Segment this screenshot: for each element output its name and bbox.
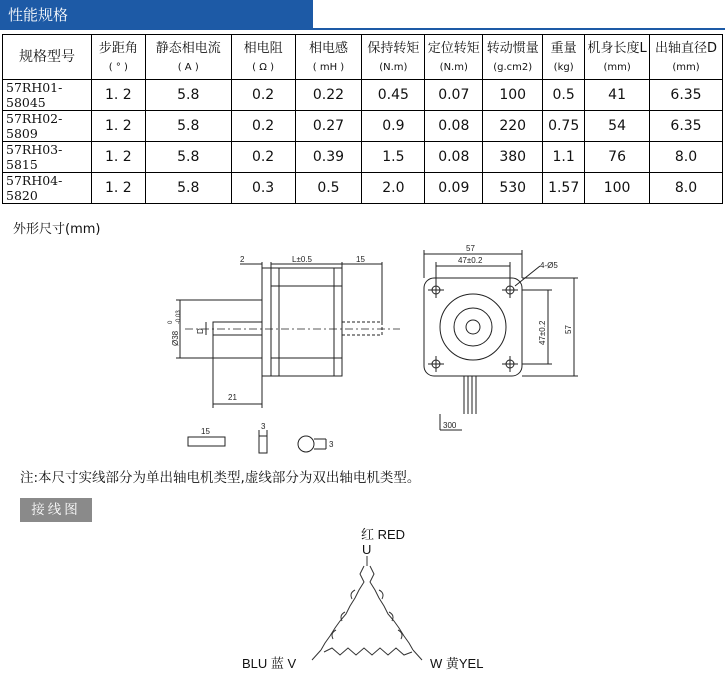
cell-model: 57RH04-5820: [3, 173, 92, 204]
table-cell: 0.75: [543, 111, 585, 142]
col-header: 出轴直径D (mm): [650, 35, 723, 80]
table-cell: 1.5: [362, 142, 425, 173]
dim-pilot-tol-bottom: -0.03: [176, 310, 182, 324]
motor-body: [271, 268, 342, 376]
dim-width: 57: [466, 244, 475, 253]
key-end-view: [259, 436, 267, 453]
table-cell: 8.0: [650, 142, 723, 173]
table-cell: 0.39: [295, 142, 362, 173]
dim-key-len: 15: [201, 427, 210, 436]
dim-pilot: Ø38: [171, 330, 180, 346]
dim-key-h: 3: [329, 440, 334, 449]
table-cell: 0.2: [231, 111, 295, 142]
col-header: 相电感 ( mH ): [295, 35, 362, 80]
col-header: 静态相电流 ( A ): [145, 35, 231, 80]
table-cell: 5.8: [145, 80, 231, 111]
wiring-diagram: [312, 556, 422, 660]
table-cell: 0.5: [295, 173, 362, 204]
table-cell: 0.2: [231, 142, 295, 173]
section-title: 性能规格: [8, 6, 69, 24]
table-cell: 0.3: [231, 173, 295, 204]
table-cell: 5.8: [145, 173, 231, 204]
note-text: 注:本尺寸实线部分为单出轴电机类型,虚线部分为双出轴电机类型。: [20, 470, 421, 486]
side-view: [176, 262, 400, 453]
dim-flange: 2: [240, 255, 245, 264]
table-cell: 0.08: [425, 111, 483, 142]
table-cell: 1. 2: [91, 173, 145, 204]
dim-pilot-tol-top: 0: [168, 320, 174, 324]
table-cell: 41: [585, 80, 650, 111]
table-cell: 530: [483, 173, 543, 204]
wire-u-label: 红 RED: [361, 527, 406, 542]
dim-height: 57: [564, 325, 573, 334]
table-cell: 76: [585, 142, 650, 173]
dim-holes: 4-Ø5: [540, 261, 558, 270]
table-cell: 5.8: [145, 111, 231, 142]
col-header: 定位转矩 (N.m): [425, 35, 483, 80]
col-header: 转动惯量 (g.cm2): [483, 35, 543, 80]
dim-shaft-d: D: [196, 328, 205, 334]
table-cell: 1.1: [543, 142, 585, 173]
front-view: [424, 250, 578, 430]
table-cell: 0.9: [362, 111, 425, 142]
table-cell: 0.27: [295, 111, 362, 142]
col-header: 相电阻 ( Ω ): [231, 35, 295, 80]
wiring-title-tab: 接线图: [20, 498, 92, 522]
table-cell: 2.0: [362, 173, 425, 204]
wire-w-label: W 黄YEL: [430, 656, 484, 671]
col-header: 保持转矩 (N.m): [362, 35, 425, 80]
table-cell: 0.09: [425, 173, 483, 204]
col-header: 规格型号: [3, 35, 92, 80]
wire-u-letter: U: [362, 542, 372, 557]
cell-model: 57RH01-58045: [3, 80, 92, 111]
shaft-section-view: [298, 436, 314, 452]
table-cell: 380: [483, 142, 543, 173]
table-cell: 0.45: [362, 80, 425, 111]
table-cell: 220: [483, 111, 543, 142]
front-shaft: [213, 322, 262, 335]
table-cell: 0.2: [231, 80, 295, 111]
dim-hole-pitch-v: 47±0.2: [538, 320, 547, 345]
table-cell: 100: [483, 80, 543, 111]
table-cell: 6.35: [650, 80, 723, 111]
table-cell: 1. 2: [91, 111, 145, 142]
key-side-view: [188, 437, 225, 446]
table-cell: 0.22: [295, 80, 362, 111]
dim-shaft-ext: 15: [356, 255, 365, 264]
cell-model: 57RH03-5815: [3, 142, 92, 173]
table-cell: 100: [585, 173, 650, 204]
table-cell: 0.5: [543, 80, 585, 111]
table-cell: 5.8: [145, 142, 231, 173]
dim-length: L±0.5: [292, 255, 312, 264]
table-cell: 1. 2: [91, 80, 145, 111]
dim-key-w: 3: [261, 422, 266, 431]
col-header: 重量 (kg): [543, 35, 585, 80]
col-header: 步距角 ( ° ): [91, 35, 145, 80]
table-cell: 0.08: [425, 142, 483, 173]
dim-lead: 300: [443, 421, 457, 430]
dim-hole-pitch: 47±0.2: [458, 256, 483, 265]
table-cell: 8.0: [650, 173, 723, 204]
table-cell: 1. 2: [91, 142, 145, 173]
wire-v-label: BLU 蓝 V: [242, 656, 297, 671]
cell-model: 57RH02-5809: [3, 111, 92, 142]
dim-shaft-len: 21: [228, 393, 237, 402]
table-cell: 1.57: [543, 173, 585, 204]
rear-shaft-dashed: [342, 322, 382, 335]
table-cell: 54: [585, 111, 650, 142]
motor-flange: [262, 268, 271, 376]
dimensions-title: 外形尺寸(mm): [13, 222, 101, 237]
table-cell: 0.07: [425, 80, 483, 111]
col-header: 机身长度L (mm): [585, 35, 650, 80]
table-cell: 6.35: [650, 111, 723, 142]
